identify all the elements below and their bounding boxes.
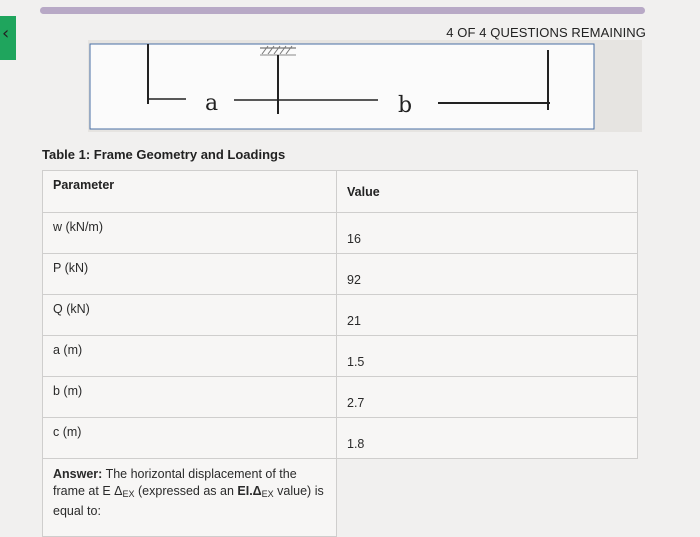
label-b: b [398, 93, 413, 118]
answer-text-1: The horizontal displacement of the frame at E [53, 467, 297, 498]
ei-subscript: EX [261, 489, 274, 499]
answer-blank [337, 459, 638, 537]
table-row [43, 418, 638, 459]
frame-table [42, 170, 638, 537]
ei-label: EI.Δ [237, 484, 262, 498]
param-cell: w (kN/m) [43, 213, 337, 254]
answer-label: Answer: [53, 467, 103, 481]
progress-bar [40, 7, 645, 14]
questions-remaining: 4 OF 4 QUESTIONS REMAINING [446, 25, 646, 40]
table-row [43, 254, 638, 295]
diagram-panel [90, 44, 594, 129]
value-cell: 21 [337, 295, 638, 336]
back-button[interactable] [0, 16, 16, 60]
value-cell: 16 [337, 213, 638, 254]
column-header-parameter: Parameter [43, 171, 337, 213]
table-row [43, 336, 638, 377]
table-row [43, 377, 638, 418]
frame-diagram [88, 40, 642, 132]
table-row [43, 295, 638, 336]
delta-symbol: Δ [114, 484, 123, 498]
param-cell: P (kN) [43, 254, 337, 295]
answer-text-3: value) is equal to: [53, 484, 324, 518]
delta-subscript: EX [122, 489, 135, 499]
table-row [43, 213, 638, 254]
answer-prompt [43, 459, 337, 537]
value-cell: 2.7 [337, 377, 638, 418]
column-header-value: Value [337, 171, 638, 213]
chevron-left-icon: ‹ [2, 23, 10, 44]
answer-row [43, 459, 638, 537]
table-title: Table 1: Frame Geometry and Loadings [42, 147, 286, 162]
param-cell: c (m) [43, 418, 337, 459]
answer-text-2: (expressed as an [138, 484, 234, 498]
label-a: a [205, 91, 219, 116]
param-cell: a (m) [43, 336, 337, 377]
progress-fill [40, 7, 645, 14]
param-cell: Q (kN) [43, 295, 337, 336]
value-cell: 1.8 [337, 418, 638, 459]
param-cell: b (m) [43, 377, 337, 418]
value-cell: 92 [337, 254, 638, 295]
table-header-row [43, 171, 638, 213]
value-cell: 1.5 [337, 336, 638, 377]
